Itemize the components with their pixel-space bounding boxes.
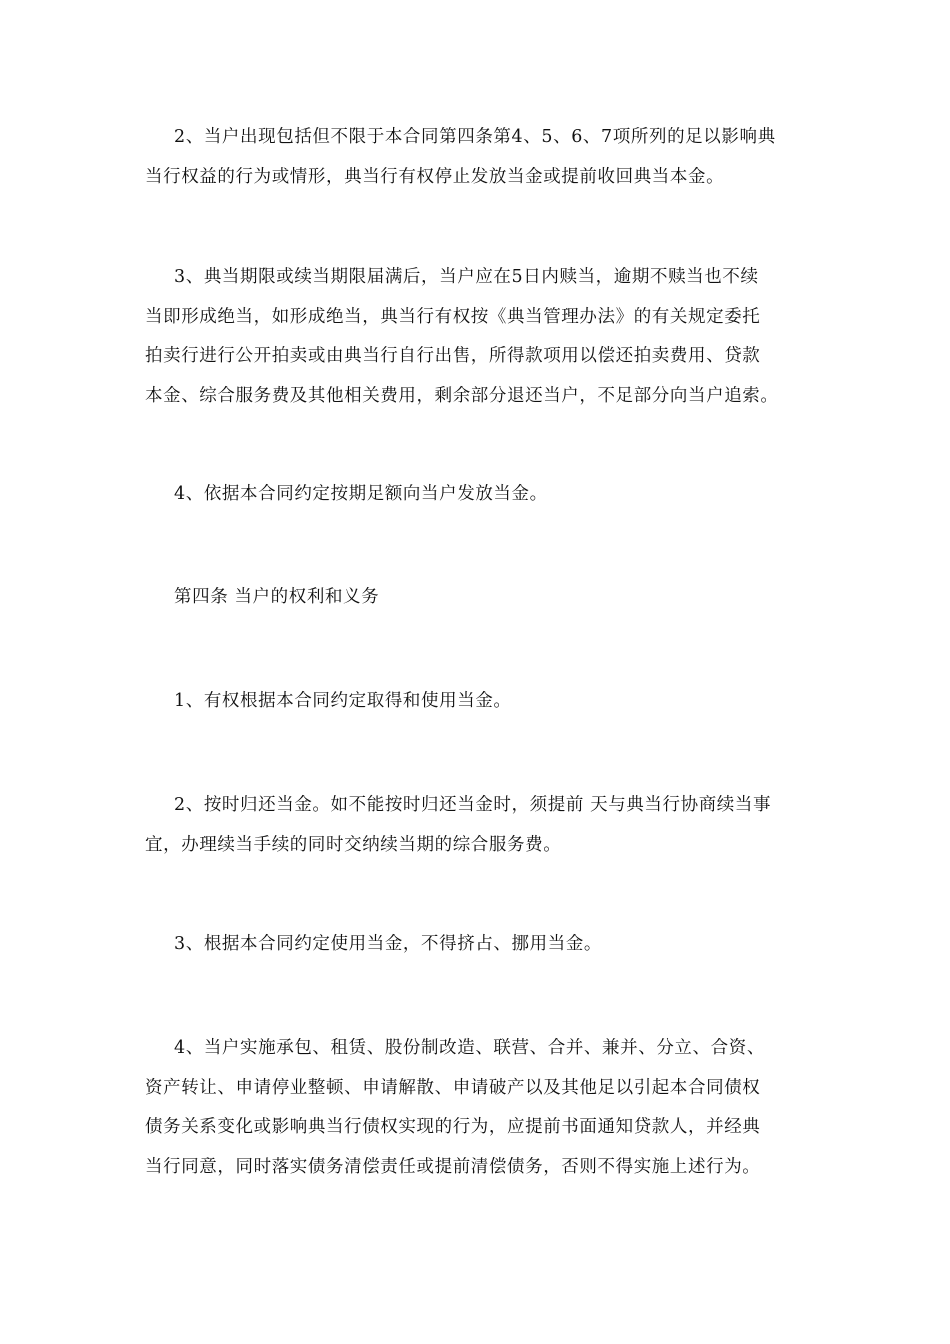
text-line: 4、依据本合同约定按期足额向当户发放当金。 <box>174 484 548 504</box>
paragraph-clause-3-4 <box>145 475 825 515</box>
text-line: 宜，办理续当手续的同时交纳续当期的综合服务费。 <box>145 834 562 855</box>
section-heading-article-4 <box>145 578 825 618</box>
paragraph-clause-4-1 <box>145 682 825 722</box>
text-line: 3、典当期限或续当期限届满后，当户应在5日内赎当，逾期不赎当也不续 <box>174 267 759 287</box>
text-line: 当即形成绝当，如形成绝当，典当行有权按《典当管理办法》的有关规定委托 <box>145 306 761 327</box>
text-line: 3、根据本合同约定使用当金，不得挤占、挪用当金。 <box>174 934 603 954</box>
paragraph-clause-4-3 <box>145 925 825 965</box>
text-line: 拍卖行进行公开拍卖或由典当行自行出售，所得款项用以偿还拍卖费用、贷款 <box>145 346 761 366</box>
heading-text: 第四条 当户的权利和义务 <box>174 587 380 607</box>
text-line: 1、有权根据本合同约定取得和使用当金。 <box>174 691 512 711</box>
text-line: 本金、综合服务费及其他相关费用，剩余部分退还当户，不足部分向当户追索。 <box>145 385 779 406</box>
paragraph-clause-4-2 <box>145 786 825 865</box>
text-line: 2、按时归还当金。如不能按时归还当金时，须提前 天与典当行协商续当事 <box>174 795 772 815</box>
text-line: 2、当户出现包括但不限于本合同第四条第4、5、6、7项所列的足以影响典 <box>174 127 776 147</box>
paragraph-clause-4-4 <box>145 1029 825 1187</box>
text-line: 债务关系变化或影响典当行债权实现的行为，应提前书面通知贷款人，并经典 <box>145 1117 761 1137</box>
text-line: 资产转让、申请停业整顿、申请解散、申请破产以及其他足以引起本合同债权 <box>145 1077 761 1098</box>
text-line: 当行权益的行为或情形，典当行有权停止发放当金或提前收回典当本金。 <box>145 166 725 187</box>
text-line: 当行同意，同时落实债务清偿责任或提前清偿债务，否则不得实施上述行为。 <box>145 1156 761 1177</box>
paragraph-clause-3-2 <box>145 118 825 197</box>
paragraph-clause-3-3 <box>145 258 825 416</box>
text-line: 4、当户实施承包、租赁、股份制改造、联营、合并、兼并、分立、合资、 <box>174 1038 765 1058</box>
